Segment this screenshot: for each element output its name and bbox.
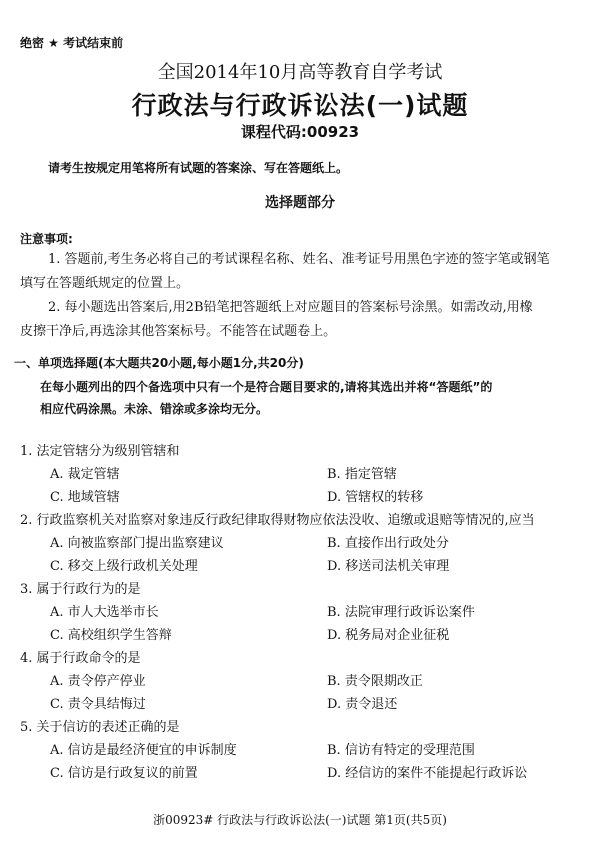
- exam-title: 全国2014年10月高等教育自学考试: [157, 62, 443, 83]
- note-item-1-line1: 1. 答题前,考生务必将自己的考试课程名称、姓名、准考证号用黑色字迹的签字笔或钢笔: [48, 252, 550, 267]
- notes-heading: 注意事项:: [20, 232, 73, 246]
- question-4-option-a: A. 责令停产停业: [50, 674, 146, 689]
- question-5-stem: 5. 关于信访的表述正确的是: [20, 720, 180, 735]
- question-3-option-c: C. 高校组织学生答辩: [50, 628, 172, 643]
- question-2-option-a: A. 向被监察部门提出监察建议: [50, 536, 224, 551]
- note-item-2: [20, 296, 580, 344]
- part-one-heading: 一、单项选择题(本大题共20小题,每小题1分,共20分): [14, 356, 304, 370]
- question-2-stem: 2. 行政监察机关对监察对象违反行政纪律取得财物应依法没收、追缴或退赔等情况的,应当: [20, 513, 535, 528]
- question-4-option-c: C. 责令具结悔过: [50, 697, 146, 712]
- part-one-description: [40, 376, 585, 420]
- section-title: 选择题部分: [265, 195, 335, 211]
- course-code: 课程代码:00923: [240, 123, 360, 141]
- page-footer: 浙00923# 行政法与行政诉讼法(一)试题 第1页(共5页): [153, 813, 447, 827]
- question-5-option-b: B. 信访有特定的受理范围: [327, 743, 475, 758]
- question-1-option-d: D. 管辖权的转移: [327, 490, 424, 505]
- note-item-2-line1: 2. 每小题选出答案后,用2B铅笔把答题纸上对应题目的答案标号涂黑。如需改动,用橡: [48, 300, 533, 315]
- question-1-option-c: C. 地域管辖: [50, 490, 120, 505]
- part-one-description-line2: 相应代码涂黑。未涂、错涂或多涂均无分。: [40, 402, 269, 416]
- note-item-2-line2: 皮擦干净后,再选涂其他答案标号。不能答在试题卷上。: [20, 324, 337, 339]
- question-1-stem: 1. 法定管辖分为级别管辖和: [20, 444, 180, 459]
- question-4-option-b: B. 责令限期改正: [327, 674, 423, 689]
- question-5-option-d: D. 经信访的案件不能提起行政诉讼: [327, 766, 528, 781]
- question-2-option-c: C. 移交上级行政机关处理: [50, 559, 198, 574]
- note-item-1-line2: 填写在答题纸规定的位置上。: [20, 276, 190, 291]
- question-3-stem: 3. 属于行政行为的是: [20, 582, 141, 597]
- question-2-option-b: B. 直接作出行政处分: [327, 536, 449, 551]
- answer-instruction: 请考生按规定用笔将所有试题的答案涂、写在答题纸上。: [48, 161, 349, 175]
- question-1-option-a: A. 裁定管辖: [50, 467, 120, 482]
- question-3-option-b: B. 法院审理行政诉讼案件: [327, 605, 475, 620]
- question-5-option-c: C. 信访是行政复议的前置: [50, 766, 198, 781]
- question-2-option-d: D. 移送司法机关审理: [327, 559, 450, 574]
- note-item-1: [20, 248, 580, 296]
- question-4-option-d: D. 责令退还: [327, 697, 398, 712]
- secret-label: 绝密 ★ 考试结束前: [20, 36, 124, 50]
- main-title: 行政法与行政诉讼法(一)试题: [131, 91, 469, 120]
- question-1-option-b: B. 指定管辖: [327, 467, 397, 482]
- part-one-description-line1: 在每小题列出的四个备选项中只有一个是符合题目要求的,请将其选出并将“答题纸”的: [40, 380, 493, 394]
- question-3-option-d: D. 税务局对企业征税: [327, 628, 450, 643]
- question-3-option-a: A. 市人大选举市长: [50, 605, 159, 620]
- question-4-stem: 4. 属于行政命令的是: [20, 651, 141, 666]
- question-5-option-a: A. 信访是最经济便宜的申诉制度: [50, 743, 237, 758]
